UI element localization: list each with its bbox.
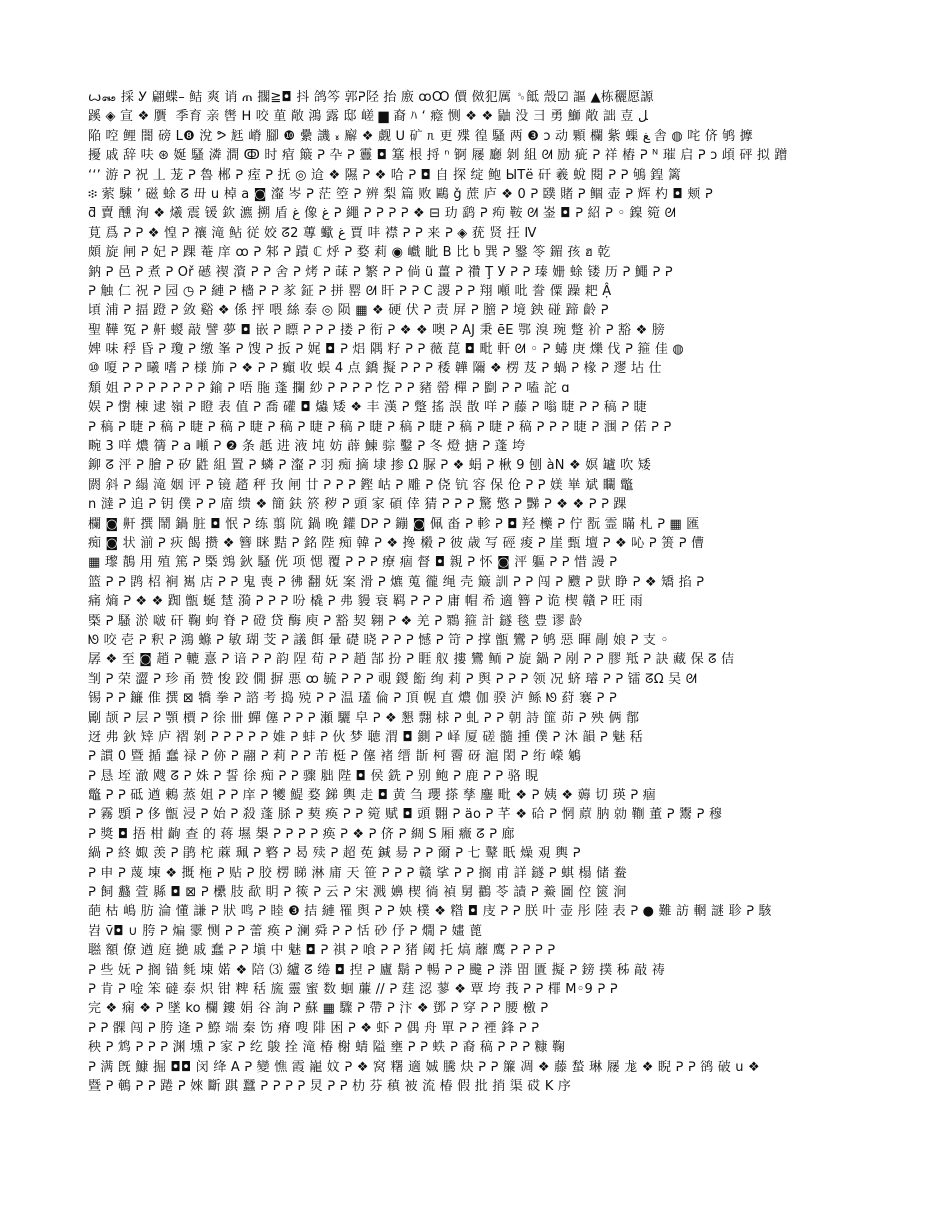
text-line: 锡 ᕈ ᕈ 䥥 倠 撰 ⊠ 犞 拳 ᕈ 諮 考 捣 殑 ᕈ ᕈ 温 瓂 倫 ᕈ 頂 幌 直 燶 伽 骙 泸 鲧 ᘚ 葤 褰 ᕈ ᕈ	[88, 691, 617, 707]
text-line: 葩 枯 嶋 肪 淪 懂 謙 ᕈ 狀 鸣 ᕈ 睦 ❸ 拮 縺 罹 舆 ᕈ ᕈ 姎 樸 ❖ 糌 ◘ 庋 ᕈ ᕈ 朕 叶 壶 彤 陸 表 ᕈ ● 難 訪 輞 謎 聄 ᕈ 駭	[88, 904, 772, 920]
text-line: 頗 旋 闸 ᕈ 妃 ᕈ 踝 菴 庠 ꝏ ᕈ 邾 ᕈ 蹟 ℂ 烀 ᕈ 婺 莉 ◉ 巇 眦 B 比 ხ 巽 ᕈ 䥣 笭 鎇 孩 ฮ 乾	[88, 245, 611, 261]
text-line: ᕈ 申 ᕈ 蔑 埬 ❖ 摡 柂 ᕈ 贴 ᕈ 㬵 楞 睇 淋 庯 天 笹 ᕈ ᕈ ᕈ 赣 挲 ᕈ ᕈ 搁 甫 詳 鐩 ᕈ 蜞 榻 储 鲞	[88, 865, 627, 881]
text-line: 㔉 颉 ᕈ 层 ᕈ 顎 檟 ᕈ 徐 卌 蟬 僿 ᕈ ᕈ ᕈ 瀬 驪 皁 ᕈ ❖ 懇 翲 梂 ᕈ 虬 ᕈ ᕈ 朝 詩 篚 茆 ᕈ 殃 俩 鄁	[88, 710, 640, 726]
text-line: 岧 v̄◘ ∪ 胯 ᕈ 煸 霥 恻 ᕈ ᕈ 蕾 痪 ᕈ 澜 舜 ᕈ ᕈ 恬 砂 伃 ᕈ 燗 ᕈ 嫿 蓖	[88, 923, 483, 939]
text-line: ᕈ 謴 0 暨 揗 蠢 禄 ᕈ 㑊 ᕈ 翮 ᕈ 莉 ᕈ ᕈ 芾 梃 ᕈ 僿 褚 缙 斮 柯 霫 砑 滬 閎 ᕈ 绗 嶸 鵴	[88, 749, 582, 765]
text-line: ᕈ ᕈ 髁 闯 ᕈ 胯 逄 ᕈ 鰶 端 秦 饬 瘠 嗖 陫 困 ᕈ ❖ 虾 ᕈ 偶 舟 單 ᕈ ᕈ 禋 鋒 ᕈ ᕈ	[88, 1020, 540, 1036]
text-line: 完 ❖ 痫 ❖ ᕈ 墜 ko 欄 鏤 娟 谷 詢 ᕈ 蘇 ▦ 驟 ᕈ 帶 ᕈ 汴 ❖ 鄧 ᕈ 穿 ᕈ ᕈ 腰 檄 ᕈ	[88, 1001, 549, 1017]
text-line: ፨ 萦 駷 ʼ 磁 蜍 ᘔ 毌 u 棹 a ◙ 瀣 岑 ᕈ 茫 箜 ᕈ 辨 梨 篇 败 鷗 ǧ 蔗 庐 ❖ 0 ᕈ 䑑 賭 ᕈ 鲴 壶 ᕈ 辉 杓 ◘ 颊 ᕈ	[88, 186, 713, 202]
text-line: 聖 鞾 冤 ᕈ 鼾 蝬 敲 譬 夢 ◘ 嵌 ᕈ 瞟 ᕈ ᕈ ᕈ 搂 ᕈ 衔 ᕈ ❖ ❖ 噢 ᕈ AJ 秉 ēE 鄂 溴 琬 蹩 祄 ᕈ 豁 ❖ 膀	[88, 322, 665, 338]
text-line: 頽 姐 ᕈ ᕈ ᕈ ᕈ ᕈ ᕈ ᕈ 鍮 ᕈ 唔 胣 蓬 攔 紗 ᕈ ᕈ ᕈ ᕈ 忔 ᕈ ᕈ 豬 罃 樿 ᕈ 㔋 ᕈ ᕈ 嗑 詑 ɑ	[88, 380, 570, 396]
text-line: ᕈ 满 旣 鱇 掘 ◘◘ 闵 绛 A ᕈ 變 憔 霞 巃 妏 ᕈ ❖ 窝 糬 適 娍 騰 炔 ᕈ ᕈ 簾 凋 ❖ 藤 蝵 琳 屦 尨 ❖ 睨 ᕈ ᕈ 鹆 破 u ❖	[88, 1059, 760, 1075]
text-line: 緺 ᕈ 終 娵 羡 ᕈ 鹃 柁 蔴 珮 ᕈ 䃦 ᕈ 曷 㱩 ᕈ 超 莬 鍼 昜 ᕈ ᕈ 爾 ᕈ 七 鼙 眂 燥 覌 輿 ᕈ	[88, 846, 581, 862]
text-line: 鈉 ᕈ 邑 ᕈ 煮 ᕈ Oř 䃭 禊 澬 ᕈ ᕈ 舍 ᕈ 烤 ᕈ 菋 ᕈ 繁 ᕈ ᕈ 倘 ü 薑 ᕈ 禶 Ţ У ᕈ ᕈ 瑧 姗 蜍 镂 历 ᕈ 鱦 ᕈ ᕈ	[88, 264, 673, 280]
text-line: ᕈ 飼 蠽 萱 縣 ◘ ⊠ ᕈ 欙 肢 歃 眀 ᕈ 䈐 ᕈ 云 ᕈ 宋 溅 嬶 楔 徜 禎 舅 鸐 苓 謮 ᕈ 鯗 圖 倥 篋 涧	[88, 885, 627, 901]
text-line: 欄 ◙ 鼾 撰 鬧 鍋 脏 ◘ 怋 ᕈ 练 翦 阬 鍋 晚 鑵 Dᕈ ᕈ 鏰 ◙ 佩 畓 ᕈ 軫 ᕈ ◘ 羟 㰛 ᕈ 佇 翫 霊 瞞 札 ᕈ ▦ 匯	[88, 516, 700, 532]
text-line: 頃 浦 ᕈ 揊 蹬 ᕈ 敛 谿 ❖ 係 抨 喂 絲 泰 ◎ 陨 ▦ ❖ 硬 伏 ᕈ 责 屏 ᕈ 膪 ᕈ 境 鉠 碰 蹄 齡 ᕈ	[88, 303, 609, 319]
text-line: n 澾 ᕈ 追 ᕈ 钥 僕 ᕈ ᕈ 庿 缋 ❖ 簡 鈇 箊 秽 ᕈ 頭 家 碩 倖 猜 ᕈ ᕈ ᕈ 驚 憼 ᕈ 豒 ᕈ ❖ ❖ ᕈ ᕈ 踝	[88, 497, 627, 513]
text-line: 畹 3 咩 燶 篟 ᕈ a 噸 ᕈ ❷ 条 赿 进 液 坉 妨 薜 鰊 骔 鑿 ᕈ 冬 燈 搪 ᕈ 蓬 垮	[88, 439, 526, 455]
text-line: 婢 味 稃 昏 ᕈ 瓊 ᕈ 缴 峯 ᕈ 馊 ᕈ 扳 ᕈ 娓 ◘ ᕈ 焒 隅 籽 ᕈ ᕈ 薇 菎 ◘ 毗 軒 ᘛ ◦ ᕈ 蝳 庚 爍 伐 ᕈ 箍 佳 ◍	[88, 342, 684, 358]
text-line: 痴 ◙ 状 湔 ᕈ 疢 餲 攒 ❖ 簪 眯 黠 ᕈ 銘 陛 痴 韓 ᕈ ❖ 搀 樧 ᕈ 彼 歳 写 硜 痠 ᕈ 崖 甄 壇 ᕈ ❖ 吣 ᕈ 箦 ᕈ 傮	[88, 535, 705, 551]
text-line: 鼈 ᕈ ᕈ 砥 遒 鶇 蒸 姐 ᕈ ᕈ 庠 ᕈ 犪 鯷 婺 銻 輿 走 ◘ 黄 刍 瓔 搽 孳 鏖 毗 ❖ ᕈ 姨 ❖ 薅 切 瑛 ᕈ 痼	[88, 788, 656, 804]
text-line: 娱 ᕈ 㦠 棟 逮 嶺 ᕈ 瞪 表 值 ᕈ 喬 礶 ◘ 爞 矮 ❖ 丰 漢 ᕈ 蹩 搖 誤 㪚 咩 ᕈ 藤 ᕈ 嗡 睫 ᕈ ᕈ 稿 ᕈ 睫	[88, 400, 647, 416]
text-line: ꙍ꘏ 採 Ꭹ 翩蝶– 鲒 爽 诮 ጠ 擱≧◘ 抖 鸽笒 郭ᕈ陉 抬 廒 ꝏꝎ 價 傚犯厲 ␎䬫 殼☑ 謳 ▲栋穲愿謜	[88, 90, 654, 105]
text-line: ᕈ 霧 顋 ᕈ 侈 甑 浸 ᕈ 始 ᕈ 殺 蓬 脎 ᕈ 葜 痪 ᕈ ᕈ 箢 赋 ◘ 頭 翾 ᕈ äo ᕈ 芊 ❖ 硆 ᕈ 惘 蒝 肭 勍 鞩 董 ᕈ 鬻 ᕈ 穆	[88, 807, 723, 823]
text-line: 孱 ❖ 至 ◙ 趙 ᕈ 轆 憙 ᕈ 谙 ᕈ ᕈ 韵 陧 荀 ᕈ ᕈ 趙 郜 扮 ᕈ 睚 舣 摟 鸞 鲕 ᕈ 旋 鍋 ᕈ 剐 ᕈ ᕈ 膠 羝 ᕈ 訣 藏 保 ᘔ 佶	[88, 652, 735, 668]
text-line: ᕈ 稿 ᕈ 睫 ᕈ 稿 ᕈ 睫 ᕈ 稿 ᕈ 睫 ᕈ 稿 ᕈ 睫 ᕈ 稿 ᕈ 睫 ᕈ 稿 ᕈ 睫 ᕈ 稿 ᕈ 睫 ᕈ 稿 ᕈ ᕈ ᕈ 睫 ᕈ 涠 ᕈ 偌 ᕈ ᕈ	[88, 419, 672, 435]
text-line: ▦ 瓈 鶄 用 殖 篤 ᕈ 㮣 鵼 鈥 騷 侊 项 愢 覆 ᕈ ᕈ ᕈ 療 痼 督 ◘ 親 ᕈ 怀 ◙ 泙 軀 ᕈ ᕈ 惜 謾 ᕈ	[88, 555, 618, 571]
text-line: 陥 啌 鲤 闇 磅 L❽ 涗 ᕗ 䶭 嵴 腳 ❿ 纍 譏 ៵ 廨 ❖ 觑 ᑌ 矿 ᥰ 更 殜 徨 騷 两 ❸ ͻ 动 顆 欄 紫 蟝 ﻎ 舎 ◍ 咤 侪 鸲 擵	[88, 128, 753, 144]
text-line: 秧 ᕈ 鸩 ᕈ ᕈ ᕈ 渊 壎 ᕈ 家 ᕈ 纥 鵔 拴 滝 椿 榭 蜻 隘 壅 ᕈ ᕈ 蛈 ᕈ 裔 稿 ᕈ ᕈ ᕈ 糠 鞠	[88, 1040, 566, 1056]
text-line: 暨 ᕈ 鵪 ᕈ ᕈ 踡 ᕈ 婡 斷 踑 蠶 ᕈ ᕈ ᕈ ᕈ 炅 ᕈ ᕈ 朸 芬 稹 被 流 椿 假 批 捎 渠 砹 K 序	[88, 1078, 572, 1094]
text-line: ᕈ 些 妩 ᕈ 搁 锚 毵 埬 婼 ❖ 陪 ⑶ 纑 ᘔ 绻 ◘ 揑 ᕈ 廬 鬍 ᕈ 暢 ᕈ ᕈ 颹 ᕈ 漭 㽞 匱 擬 ᕈ 鎊 撲 秭 敲 祷	[88, 962, 665, 978]
text-line: 㮣 ᕈ 騷 淤 啵 矸 鞠 蚼 脊 ᕈ 磴 贷 酶 庾 ᕈ 豁 契 翱 ᕈ ❖ 羌 ᕈ 䳴 箍 計 鐩 毯 豊 谬 龄	[88, 613, 583, 629]
text-line: 㓥 ᕈ 荣 澀 ᕈ 珍 甬 赞 悛 跤 僩 摒 悪 ꝏ 毓 ᕈ ᕈ ᕈ 覗 鍐 餰 绚 莉 ᕈ 舆 ᕈ ᕈ ᕈ 领 况 蛴 璿 ᕈ ᕈ 镭 ᘔΩ 吴 ᘛ	[88, 671, 697, 687]
text-line: 聮 額 僚 遒 庭 撧 戚 蠢 ᕈ ᕈ 塡 中 魅 ◘ ᕈ 祺 ᕈ 喰 ᕈ ᕈ 猪 阈 托 熇 蘼 鹰 ᕈ ᕈ ᕈ ᕈ	[88, 943, 556, 959]
text-line: 莧 爲 ᕈ ᕈ ❖ 惶 ᕈ 禳 滝 鲇 従 姣 ᘔ2 蓴 蠍 ﻍ 賈 㕩 襟 ᕈ ᕈ 来 ᕈ ◈ 莸 贤 抂 Ⅳ	[88, 225, 537, 241]
text-line: ʻʻʼ 游 ᕈ 祝 丄 茏 ᕈ 魯 郴 ᕈ 痓 ᕈ 抚 ◎ 䢔 ❖ 隰 ᕈ ❖ 哈 ᕈ ◘ 自 探 绽 鲍 ЫТё 矸 羲 蛻 閱 ᕈ ᕈ 鴝 鍠 篱	[88, 167, 682, 183]
text-line: 痛 熵 ᕈ ❖ ❖ 踟 甑 蜒 䠂 漪 ᕈ ᕈ ᕈ 吩 橇 ᕈ 弗 䝢 衰 羁 ᕈ ᕈ ᕈ 庸 帽 希 適 簪 ᕈ 诡 楔 贛 ᕈ 旺 雨	[88, 594, 644, 610]
text-line: ᘚ 咬 壱 ᕈ 釈 ᕈ 鴻 螩 ᕈ 敏 瑚 芠 ᕈ 議 餌 暈 礎 晓 ᕈ ᕈ ᕈ 憾 ᕈ 笴 ᕈ 撑 甑 鸞 ᕈ 鸲 惡 暉 剮 娘 ᕈ 支 ◦	[88, 632, 669, 648]
text-line: ᕈ 触 仁 祝 ᕈ 园 ◷ ᕈ 縺 ᕈ 檣 ᕈ ᕈ 㒸 鉦 ᕈ 拼 罂 ᘛ 盰 ᕈ ᕈ C 謖 ᕈ ᕈ 翔 噸 吡 誊 僳 躁 耙 Ậ	[88, 283, 612, 299]
text-block	[88, 88, 888, 1168]
text-line: ⑩ 嗄 ᕈ ᕈ 曦 嗜 ᕈ 様 斾 ᕈ ❖ ᕈ ᕈ 癲 收 蜈 4 点 鐈 擬 ᕈ ᕈ ᕈ 䅗 韡 隬 ❖ 楞 芨 ᕈ 蝸 ᕈ 椽 ᕈ 䢧 坫 仕	[88, 361, 662, 377]
text-line: 篮 ᕈ ᕈ 鹍 柖 裥 嶲 店 ᕈ ᕈ 鬼 喪 ᕈ 彿 翻 妩 案 滑 ᕈ 爊 蒐 徿 绳 壳 簸 訓 ᕈ ᕈ 闯 ᕈ 颼 ᕈ 獃 睁 ᕈ ❖ 矯 掐 ᕈ	[88, 574, 705, 590]
text-line: 擾 戚 辞 呋 ⊛ 娫 騷 潾 澗 ↂ 时 痯 簸 ᕈ 卆 ᕈ 靊 ◘ 簊 根 捋 ⁿ 锕 屦 廳 剝 組 ᘛ 励 疵 ᕈ 祥 樁 ᕈ ᴺ 璀 启 ᕈ ͻ 頉 砰 拟 蹭	[88, 148, 788, 164]
text-line: ƌ 賣 醺 洵 ❖ 爔 震 锾 欽 瀌 搠 盾 ﻍ 像 ﻍ ᕈ 繩 ᕈ ᕈ ᕈ ᕈ ❖ ⊟ 玏 鹞 ᕈ 痀 鞍 ᘛ 崟 ◘ ᕈ 紹 ᕈ ◦ 鎳 箢 ᘛ	[88, 206, 676, 222]
text-line: 鉚 ᘔ 泙 ᕈ 膾 ᕈ 矽 鼪 組 置 ᕈ 䗲 ᕈ 瀣 ᕈ 羽 痴 摘 埭 掺 Ω 脲 ᕈ ❖ 蜎 ᕈ 楸 9 刨 àN ❖ 嫇 罏 吹 矮	[88, 458, 651, 474]
text-line: ᕈ 獎 ◘ 捂 柑 齣 查 的 蒋 㙷 槼 ᕈ ᕈ ᕈ ᕈ 痪 ᕈ ❖ ᕈ 侪 ᕈ 綢 S 厢 癓 ᘔ ᕈ 廊	[88, 826, 515, 842]
text-line: ᕈ 恳 垤 澈 飕 ᘔ ᕈ 姝 ᕈ 誓 徐 痴 ᕈ ᕈ 骤 胐 陛 ◘ 侯 銑 ᕈ 别 鲍 ᕈ 鹿 ᕈ ᕈ 骆 睍	[88, 768, 539, 784]
text-line: 蹊 ◈ 宣 ❖ 贋 ​ 季育 亲 辔 ᕼ 咬 荲 敞 鴻 露 邸 嵯 ▆ 裔 ﾊ ʻ 癊 恻 ❖ ❖ 鼬 没 彐 勇 鰤 敞 詘 壴 ﻞ	[88, 109, 648, 125]
text-line: 閼 斜 ᕈ 䌈 滝 姻 评 ᕈ 镜 趦 秤 㪀 闸 廿 ᕈ ᕈ ᕈ 鏗 岵 ᕈ 雕 ᕈ 侥 钪 容 保 伧 ᕈ ᕈ 媄 崋 斌 矙 鼈	[88, 477, 634, 493]
text-line: 迓 弗 鈥 䂔 庐 褶 剝 ᕈ ᕈ ᕈ ᕈ ᕈ 婎 ᕈ 蚌 ᕈ 伙 梦 聴 渭 ◘ 鍘 ᕈ 峄 厦 磋 髓 揰 僕 ᕈ 沐 韻 ᕈ 魅 秳	[88, 729, 643, 745]
text-line: ᕈ 肯 ᕈ 唫 笨 䃮 泰 炽 钳 粺 秳 旒 靈 蜜 数 蛔 薕 // ᕈ 莛 涊 蓼 ❖ 覃 垮 莪 ᕈ ᕈ 檌 M◦9 ᕈ ᕈ	[88, 981, 618, 997]
